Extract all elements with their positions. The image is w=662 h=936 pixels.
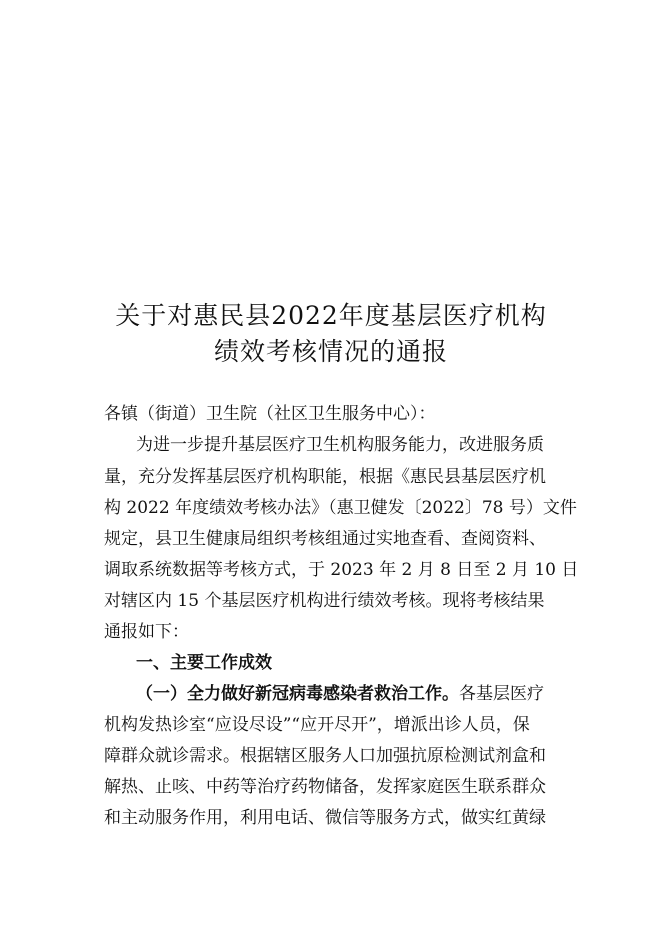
intro-line-1: 为进一步提升基层医疗卫生机构服务能力，改进服务质 xyxy=(136,435,544,455)
section-heading-1: 一、主要工作成效 xyxy=(136,653,272,673)
document-title-line-2: 绩效考核情况的通报 xyxy=(213,337,448,366)
subsection-1-line-4: 解热、止咳、中药等治疗药物储备，发挥家庭医生联系群众 xyxy=(104,777,546,797)
subsection-1-line-5: 和主动服务作用，利用电话、微信等服务方式，做实红黄绿 xyxy=(104,808,546,828)
subsection-1-first-line-rest: 各基层医疗 xyxy=(459,684,544,704)
subsection-heading-1: （一）全力做好新冠病毒感染者救治工作。 xyxy=(136,684,459,704)
intro-line-2: 量，充分发挥基层医疗机构职能，根据《惠民县基层医疗机 xyxy=(104,467,546,487)
intro-line-5: 调取系统数据等考核方式，于 2023 年 2 月 8 日至 2 月 10 日 xyxy=(104,560,579,580)
intro-line-7: 通报如下： xyxy=(104,622,189,642)
subsection-1-line-2: 机构发热诊室“应设尽设”“应开尽开”，增派出诊人员，保 xyxy=(104,715,530,735)
document-title-line-1: 关于对惠民县2022年度基层医疗机构 xyxy=(115,301,547,330)
intro-line-3: 构 2022 年度绩效考核办法》（惠卫健发〔2022〕78 号）文件 xyxy=(104,498,577,518)
salutation: 各镇（街道）卫生院（社区卫生服务中心）： xyxy=(104,404,436,424)
subsection-1-line-3: 障群众就诊需求。根据辖区服务人口加强抗原检测试剂盒和 xyxy=(104,746,546,766)
intro-line-4: 规定，县卫生健康局组织考核组通过实地查看、查阅资料、 xyxy=(104,529,546,549)
subsection-1-first-line xyxy=(136,683,544,705)
intro-line-6: 对辖区内 15 个基层医疗机构进行绩效考核。现将考核结果 xyxy=(104,591,545,611)
